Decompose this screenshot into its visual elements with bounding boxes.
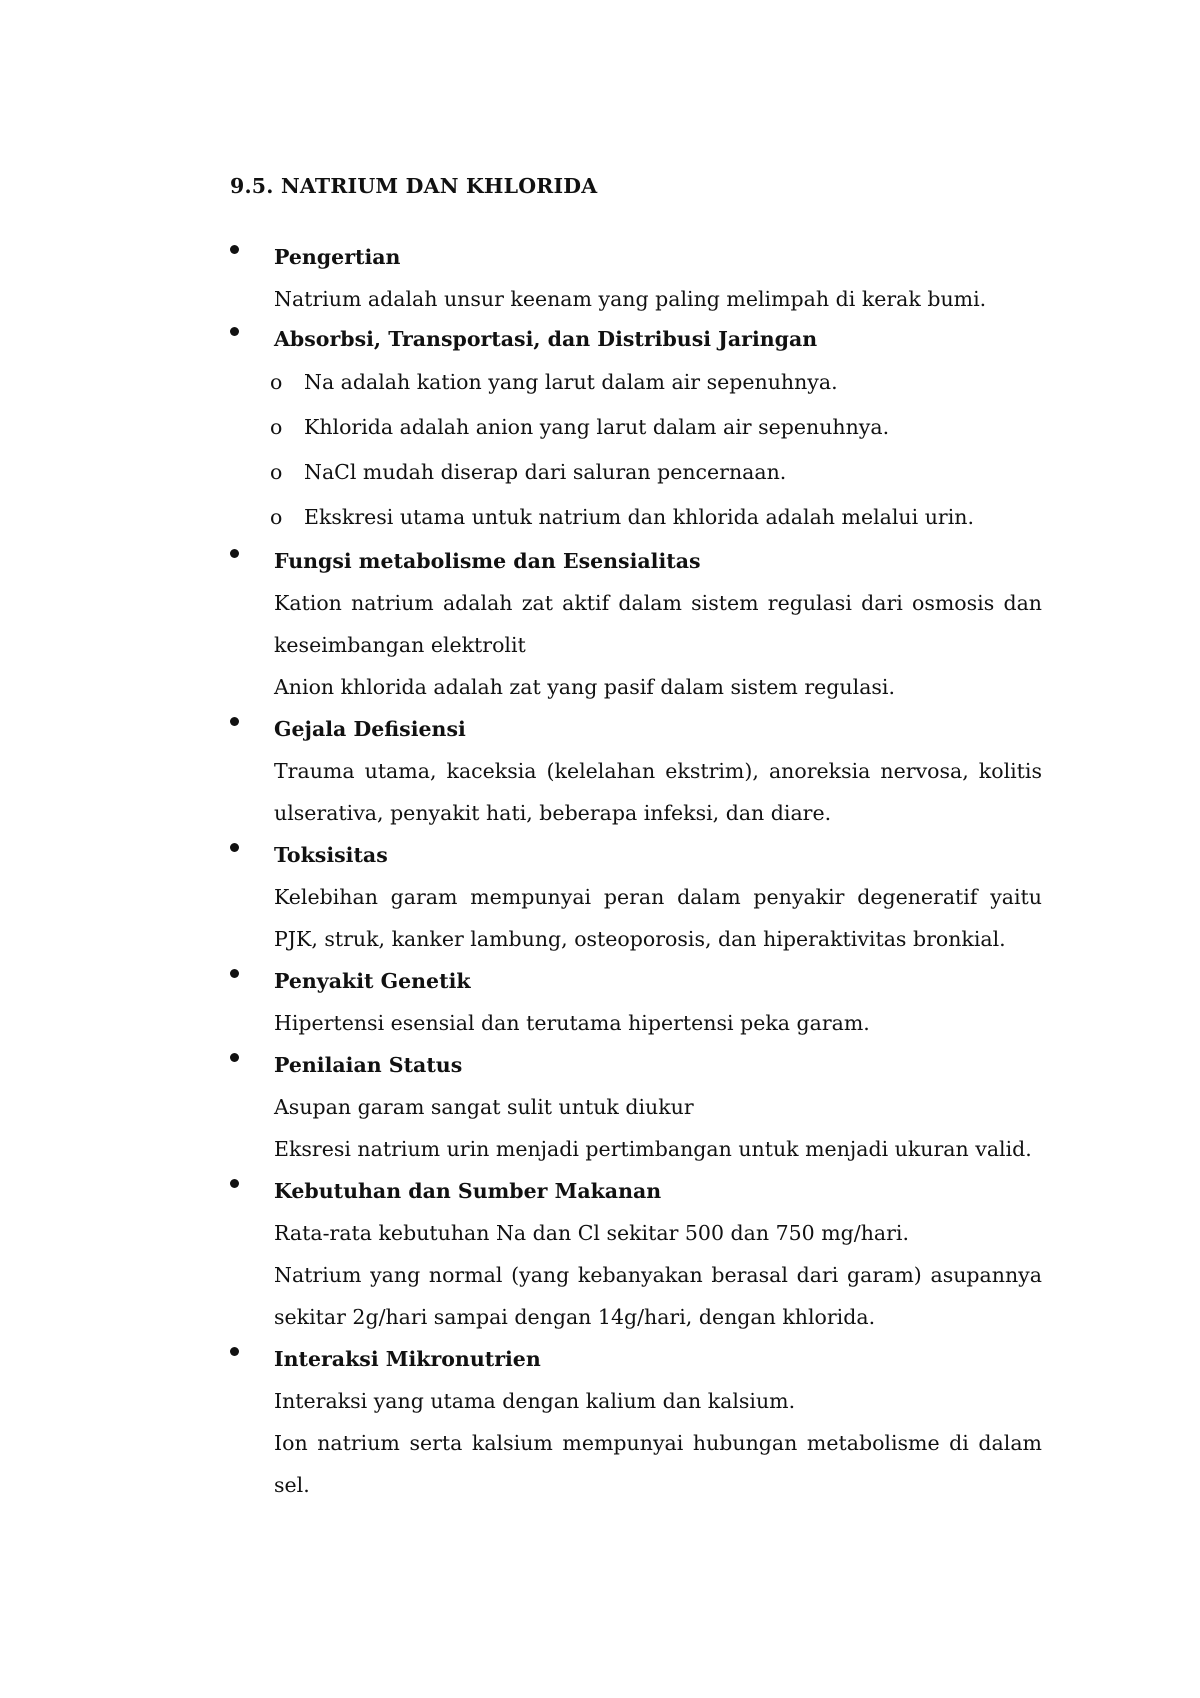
section-absorbsi (230, 318, 1042, 540)
section-penyakit-genetik (230, 960, 1042, 1044)
section-heading: Penilaian Status (274, 1053, 463, 1077)
sub-list-text: Ekskresi utama untuk natrium dan khlorida adalah melalui urin. (304, 505, 974, 529)
section-pengertian (230, 236, 1042, 320)
section-toksisitas (230, 834, 1042, 960)
section-title: 9.5. NATRIUM DAN KHLORIDA (230, 174, 598, 198)
section-paragraph: Rata-rata kebutuhan Na dan Cl sekitar 500 dan 750 mg/hari. (274, 1221, 909, 1245)
section-paragraph: Hipertensi esensial dan terutama hipertensi peka garam. (274, 1011, 870, 1035)
sub-list-item (230, 450, 1042, 495)
bullet-icon (230, 717, 239, 726)
section-kebutuhan (230, 1170, 1042, 1338)
sub-list-text: Khlorida adalah anion yang larut dalam air sepenuhnya. (304, 415, 890, 439)
bullet-icon (230, 1347, 239, 1356)
section-penilaian-status (230, 1044, 1042, 1170)
section-heading: Toksisitas (274, 843, 388, 867)
sub-list-item (230, 405, 1042, 450)
section-paragraph: Kation natrium adalah zat aktif dalam sistem regulasi dari osmosis dan keseimbangan elektrolit (274, 591, 1042, 657)
section-heading: Kebutuhan dan Sumber Makanan (274, 1179, 662, 1203)
circle-bullet-icon: o (270, 505, 283, 529)
sub-list-item (230, 360, 1042, 405)
section-gejala-defisiensi (230, 708, 1042, 834)
section-paragraph: Interaksi yang utama dengan kalium dan kalsium. (274, 1389, 796, 1413)
section-paragraph: Natrium yang normal (yang kebanyakan berasal dari garam) asupannya sekitar 2g/hari sampai dengan 14g/hari, dengan khlorida. (274, 1263, 1042, 1329)
section-paragraph: Natrium adalah unsur keenam yang paling melimpah di kerak bumi. (274, 287, 987, 311)
section-heading: Pengertian (274, 245, 401, 269)
section-heading: Penyakit Genetik (274, 969, 471, 993)
bullet-icon (230, 327, 239, 336)
section-paragraph: Trauma utama, kaceksia (kelelahan ekstrim), anoreksia nervosa, kolitis ulserativa, penyakit hati, beberapa infeksi, dan diare. (274, 759, 1042, 825)
section-heading: Gejala Defisiensi (274, 717, 466, 741)
section-paragraph: Ion natrium serta kalsium mempunyai hubungan metabolisme di dalam sel. (274, 1431, 1042, 1497)
sub-bullet-list (230, 360, 1042, 540)
section-heading: Interaksi Mikronutrien (274, 1347, 541, 1371)
section-heading: Fungsi metabolisme dan Esensialitas (274, 549, 701, 573)
section-fungsi-metabolisme (230, 540, 1042, 708)
bullet-icon (230, 843, 239, 852)
section-paragraph: Eksresi natrium urin menjadi pertimbangan untuk menjadi ukuran valid. (274, 1137, 1032, 1161)
bullet-icon (230, 549, 239, 558)
bullet-icon (230, 969, 239, 978)
section-paragraph: Anion khlorida adalah zat yang pasif dalam sistem regulasi. (274, 675, 896, 699)
sub-list-text: Na adalah kation yang larut dalam air sepenuhnya. (304, 370, 838, 394)
section-paragraph: Asupan garam sangat sulit untuk diukur (274, 1095, 694, 1119)
section-paragraph: Kelebihan garam mempunyai peran dalam penyakir degeneratif yaitu PJK, struk, kanker lambung, osteoporosis, dan hiperaktivitas bronkial. (274, 885, 1042, 951)
section-list (230, 236, 1042, 1506)
bullet-icon (230, 1053, 239, 1062)
circle-bullet-icon: o (270, 415, 283, 439)
section-interaksi (230, 1338, 1042, 1506)
sub-list-text: NaCl mudah diserap dari saluran pencernaan. (304, 460, 787, 484)
sub-list-item (230, 495, 1042, 540)
bullet-icon (230, 1179, 239, 1188)
section-heading: Absorbsi, Transportasi, dan Distribusi Jaringan (274, 327, 818, 351)
circle-bullet-icon: o (270, 460, 283, 484)
bullet-icon (230, 245, 239, 254)
circle-bullet-icon: o (270, 370, 283, 394)
